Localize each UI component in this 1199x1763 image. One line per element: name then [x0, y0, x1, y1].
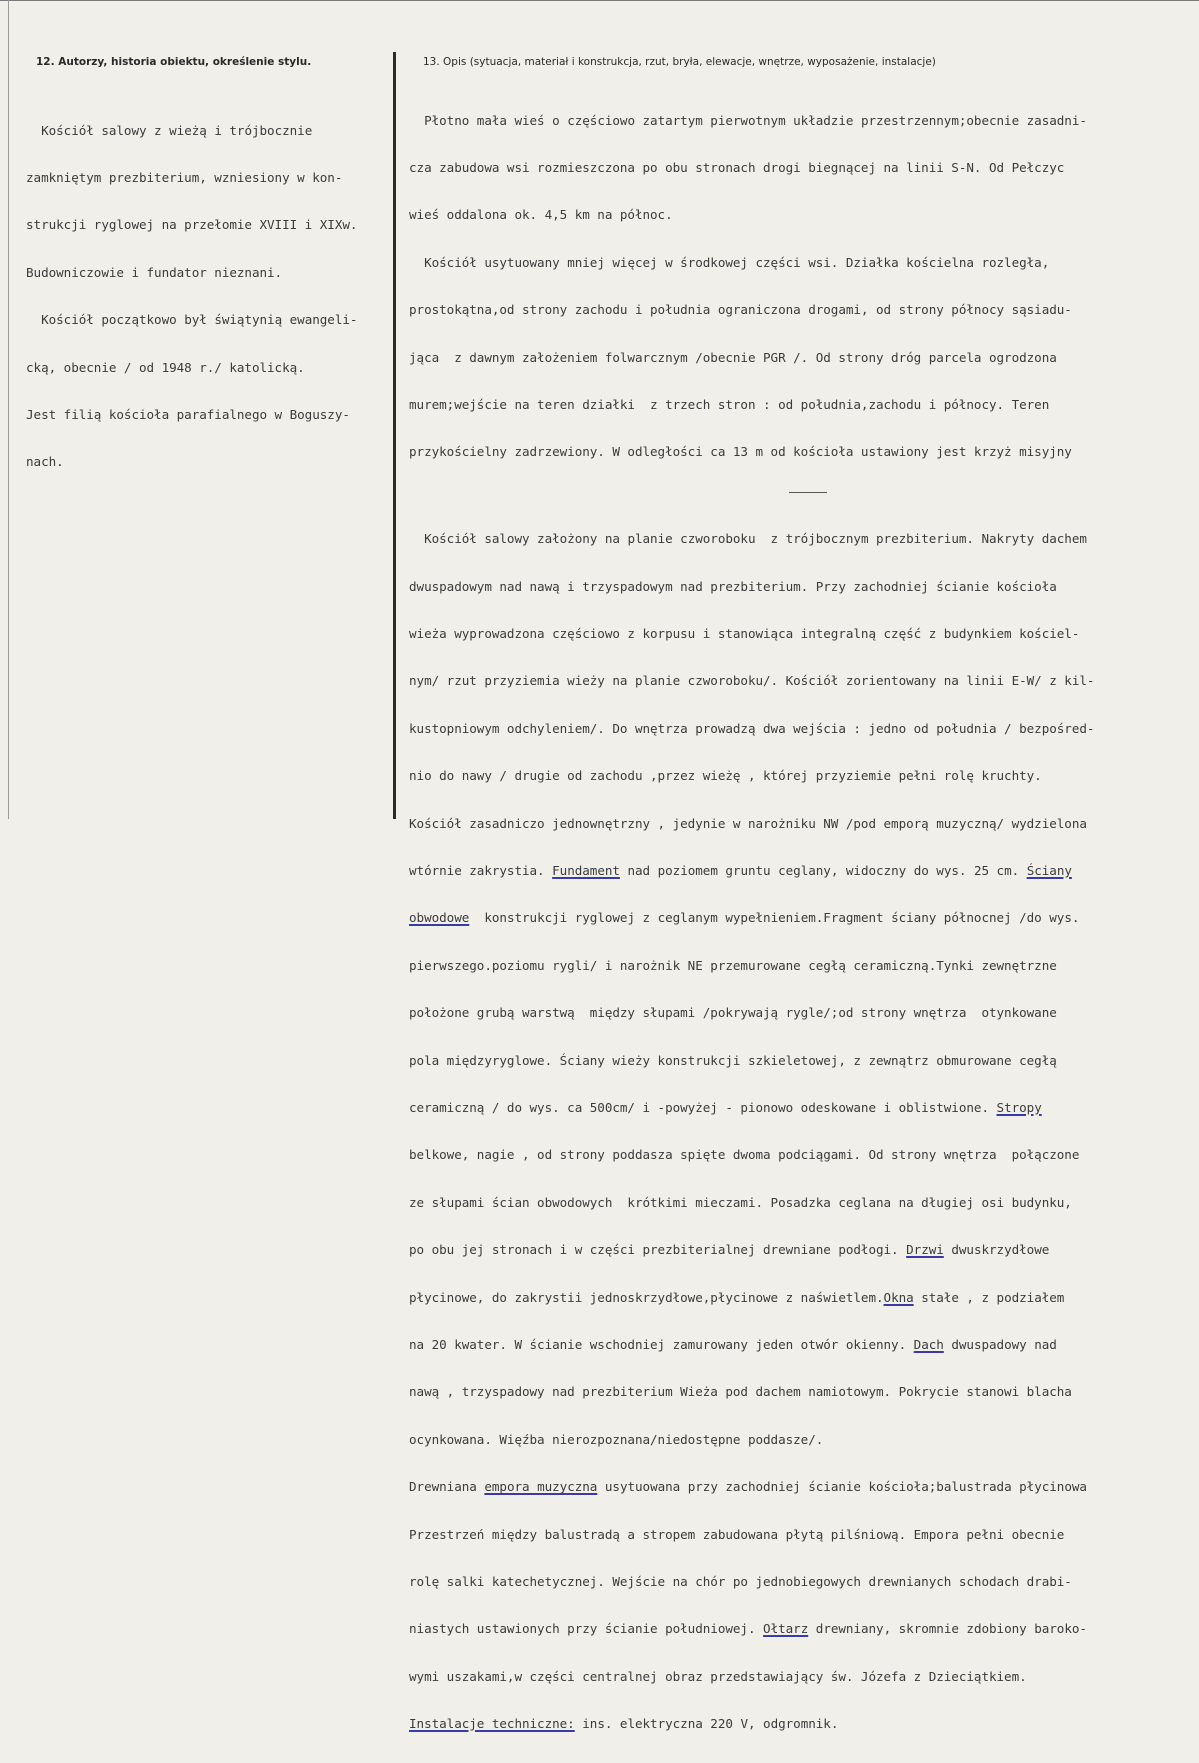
- keyword-empora-muzyczna: empora muzyczna: [484, 1479, 598, 1495]
- text-line: niastych ustawionych przy ścianie południowej. Ołtarz drewniany, skromnie zdobiony baroko-: [409, 1621, 1087, 1637]
- text-line: Kościół salowy z wieżą i trójbocznie: [41, 122, 313, 138]
- text-line: Budowniczowie i fundator nieznani.: [26, 264, 283, 280]
- text-line: cką, obecnie / od 1948 r./ katolicką.: [26, 359, 305, 375]
- text-line: wymi uszakami,w części centralnej obraz przedstawiający św. Józefa z Dzieciątkiem.: [409, 1668, 1027, 1684]
- column-divider: [393, 52, 396, 819]
- text-line: Drewniana empora muzyczna usytuowana przy zachodniej ścianie kościoła;balustrada płycinowa: [409, 1479, 1087, 1495]
- text-line: Kościół usytuowany mniej więcej w środkowej części wsi. Działka kościelna rozległa,: [424, 254, 1050, 270]
- section-13-text: [409, 81, 1194, 1763]
- frame-top-line: [0, 0, 1199, 1]
- section-12-text: [26, 91, 391, 502]
- text-line: nio do nawy / drugie od zachodu ,przez wieżę , której przyziemie pełni rolę kruchty.: [409, 768, 1042, 784]
- text-line: Jest filią kościoła parafialnego w Boguszy-: [26, 406, 350, 422]
- text-line: płycinowe, do zakrystii jednoskrzydłowe,płycinowe z naświetlem.Okna stałe , z podziałem: [409, 1289, 1065, 1305]
- keyword-fundament: Fundament: [552, 863, 620, 879]
- text-line: nach.: [26, 454, 64, 470]
- keyword-drzwi: Drzwi: [906, 1242, 944, 1258]
- section-separator: [409, 492, 1194, 500]
- text-line: nym/ rzut przyziemia wieży na planie czworoboku/. Kościół zorientowany na linii E-W/ z kil-: [409, 673, 1095, 689]
- text-line: ceramiczną / do wys. ca 500cm/ i -powyżej - pionowo odeskowane i oblistwione. Stropy: [409, 1100, 1042, 1115]
- text-line: cza zabudowa wsi rozmieszczona po obu stronach drogi biegnącej na linii S-N. Od Pełczyc: [409, 159, 1065, 175]
- text-line: Przestrzeń między balustradą a stropem zabudowana płytą pilśniową. Empora pełni obecnie: [409, 1526, 1065, 1542]
- text-line: rolę salki katechetycznej. Wejście na chór po jednobiegowych drewnianych schodach drabi-: [409, 1573, 1072, 1589]
- section-13-header: 13. Opis (sytuacja, materiał i konstrukcja, rzut, bryła, elewacje, wnętrze, wyposażenie, instalacje): [423, 56, 936, 68]
- section-12-header: 12. Autorzy, historia obiektu, określenie stylu.: [36, 56, 312, 68]
- keyword-dach: Dach: [913, 1336, 944, 1352]
- text-line: po obu jej stronach i w części prezbiterialnej drewniane podłogi. Drzwi dwuskrzydłowe: [409, 1242, 1050, 1258]
- text-line: ocynkowana. Więźba nierozpoznana/niedostępne poddasze/.: [409, 1431, 824, 1447]
- text-line: Kościół salowy założony na planie czworoboku z trójbocznym prezbiterium. Nakryty dachem: [424, 531, 1087, 547]
- text-line: przykościelny zadrzewiony. W odległości ca 13 m od kościoła ustawiony jest krzyż misyjny: [409, 444, 1072, 460]
- text-line: jąca z dawnym założeniem folwarcznym /obecnie PGR /. Od strony dróg parcela ogrodzona: [409, 349, 1057, 365]
- text-line: belkowe, nagie , od strony poddasza spięte dwoma podciągami. Od strony wnętrza połączone: [409, 1147, 1080, 1163]
- text-line: na 20 kwater. W ścianie wschodniej zamurowany jeden otwór okienny. Dach dwuspadowy nad: [409, 1336, 1057, 1352]
- text-line: wtórnie zakrystia. Fundament nad poziomem gruntu ceglany, widoczny do wys. 25 cm. Ściany: [409, 863, 1072, 879]
- text-line: wieża wyprowadzona częściowo z korpusu i stanowiąca integralną część z budynkiem kościel-: [409, 626, 1080, 642]
- text-line: obwodowe konstrukcji ryglowej z ceglanym wypełnieniem.Fragment ściany północnej /do wys.: [409, 910, 1080, 926]
- text-line: kustopniowym odchyleniem/. Do wnętrza prowadzą dwa wejścia : jedno od południa / bezpośred-: [409, 720, 1095, 736]
- text-line: położone grubą warstwą między słupami /pokrywają rygle/;od strony wnętrza otynkowane: [409, 1005, 1057, 1021]
- frame-left-line: [8, 0, 9, 819]
- text-line: pierwszego.poziomu rygli/ i narożnik NE przemurowane cegłą ceramiczną.Tynki zewnętrzne: [409, 957, 1057, 973]
- text-line: ze słupami ścian obwodowych krótkimi mieczami. Posadzka ceglana na długiej osi budynku,: [409, 1194, 1072, 1210]
- keyword-sciany: Ściany: [1026, 863, 1072, 879]
- text-line: prostokątna,od strony zachodu i południa ograniczona drogami, od strony północy sąsiadu-: [409, 302, 1072, 318]
- text-line: murem;wejście na teren działki z trzech stron : od południa,zachodu i północy. Teren: [409, 396, 1050, 412]
- text-line: pola międzyryglowe. Ściany wieży konstrukcji szkieletowej, z zewnątrz obmurowane cegłą: [409, 1052, 1057, 1068]
- keyword-obwodowe: obwodowe: [409, 910, 470, 926]
- keyword-okna: Okna: [883, 1289, 914, 1305]
- text-line: Kościół początkowo był świątynią ewangeli-: [41, 312, 358, 328]
- keyword-stropy: Stropy: [996, 1100, 1042, 1115]
- text-line: nawą , trzyspadowy nad prezbiterium Wieża pod dachem namiotowym. Pokrycie stanowi blacha: [409, 1384, 1072, 1400]
- text-line: Instalacje techniczne: ins. elektryczna 220 V, odgromnik.: [409, 1716, 839, 1732]
- keyword-instalacje: Instalacje techniczne:: [409, 1716, 575, 1732]
- text-line: strukcji ryglowej na przełomie XVIII i XIXw.: [26, 217, 358, 233]
- text-line: Płotno mała wieś o częściowo zatartym pierwotnym układzie przestrzennym;obecnie zasadni-: [424, 112, 1087, 128]
- text-line: Kościół zasadniczo jednownętrzny , jedynie w narożniku NW /pod emporą muzyczną/ wydzielona: [409, 815, 1087, 831]
- text-line: dwuspadowym nad nawą i trzyspadowym nad prezbiterium. Przy zachodniej ścianie kościoła: [409, 578, 1057, 594]
- text-line: zamkniętym prezbiterium, wzniesiony w kon-: [26, 169, 343, 185]
- text-line: wieś oddalona ok. 4,5 km na północ.: [409, 207, 673, 223]
- keyword-oltarz: Ołtarz: [763, 1621, 809, 1637]
